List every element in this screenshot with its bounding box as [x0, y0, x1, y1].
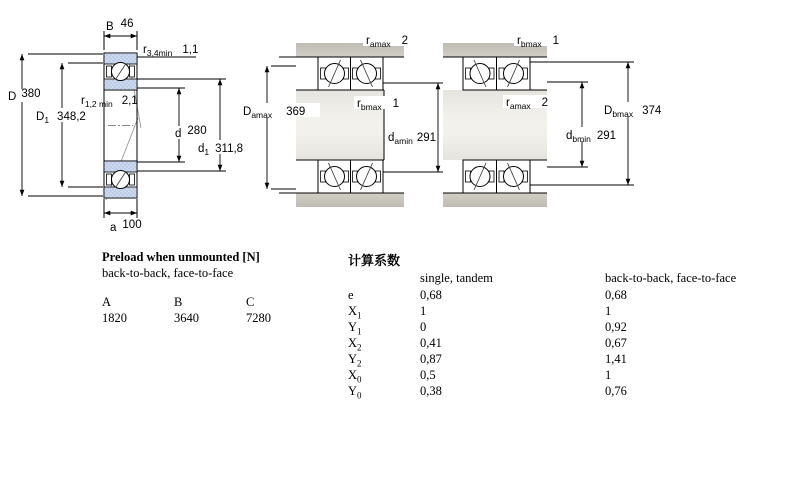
- dimension-D: [5, 54, 103, 196]
- label-D: D 380: [8, 88, 41, 103]
- factor-value: 1,41: [605, 352, 627, 366]
- preload-col-a: A: [102, 295, 112, 309]
- factor-value: 0,68: [420, 288, 442, 302]
- label-ramax-mid: $r_{amax}$ 2: [366, 35, 409, 49]
- back-to-back-arrangement-diagram: [240, 33, 444, 207]
- factor-label: $Y_0$: [348, 384, 362, 401]
- label-d1: $d_1$ 311,8: [198, 143, 244, 157]
- factor-value: 0,92: [605, 320, 627, 334]
- factors-label-column: [348, 287, 362, 399]
- label-dbmin: $d_{bmin}$ 291: [566, 130, 617, 144]
- factors-single-tandem-column: [420, 287, 442, 399]
- label-a: a 100: [110, 219, 142, 234]
- preload-col-c: C: [246, 295, 255, 309]
- label-ramax-right: $r_{amax}$ 2: [506, 97, 549, 111]
- bearing-section-bottom: [104, 161, 137, 198]
- factor-value: 1: [420, 304, 427, 318]
- factor-value: 0,38: [420, 384, 442, 398]
- dimension-B: [104, 18, 137, 50]
- single-bearing-cross-section-diagram: [5, 18, 244, 234]
- factor-value: 1: [605, 304, 612, 318]
- label-D1: $D_1$ 348,2: [36, 111, 86, 125]
- factors-col2-header: back-to-back, face-to-face: [605, 271, 737, 285]
- factor-value: 1: [605, 368, 612, 382]
- label-rbmax-right: $r_{bmax}$ 1: [517, 35, 560, 49]
- label-damin: $d_{amin}$ 291: [388, 132, 437, 146]
- factor-value: 0,5: [420, 368, 436, 382]
- factor-value: 0: [420, 320, 427, 334]
- factor-value: 0,76: [605, 384, 627, 398]
- factor-value: 0,68: [605, 288, 627, 302]
- dimension-a: [104, 199, 142, 234]
- factor-label: $Y_1$: [348, 320, 362, 337]
- face-to-face-arrangement-diagram: [443, 33, 671, 207]
- factor-value: 0,41: [420, 336, 442, 350]
- preload-header-row: [102, 295, 318, 310]
- preload-subtitle: back-to-back, face-to-face: [102, 266, 234, 280]
- preload-title: Preload when unmounted [N]: [102, 250, 260, 264]
- factor-label: $X_2$: [348, 336, 362, 353]
- dimension-dbmin: [547, 82, 617, 167]
- factor-label: $X_1$: [348, 304, 362, 321]
- factor-label: $Y_2$: [348, 352, 362, 369]
- factor-value: 0,67: [605, 336, 627, 350]
- label-Damax: $D_{amax}$ 369: [243, 106, 306, 120]
- preload-value-a: 1820: [102, 311, 127, 325]
- label-B: B 46: [106, 18, 134, 33]
- dimension-D1: [33, 63, 103, 187]
- factor-label: $X_0$: [348, 368, 362, 385]
- preload-col-b: B: [174, 295, 183, 309]
- label-r34min: $r_{3,4min}$ 1,1: [143, 44, 199, 58]
- label-d: d 280: [175, 125, 207, 140]
- preload-value-b: 3640: [174, 311, 199, 325]
- label-Dbmax: $D_{bmax}$ 374: [604, 105, 662, 119]
- label-rbmax-mid: $r_{bmax}$ 1: [357, 98, 400, 112]
- factor-label: e: [348, 288, 354, 302]
- factor-value: 0,87: [420, 352, 442, 366]
- factors-back-to-back-column: [605, 287, 627, 399]
- factors-col1-header: single, tandem: [420, 271, 493, 285]
- bearing-diagrams: [0, 0, 800, 248]
- bearing-section-top: [104, 53, 137, 90]
- label-r12min: $r_{1,2 min}$ 2,1: [81, 95, 138, 109]
- preload-value-row: [102, 311, 318, 326]
- factors-title: 计算系数: [348, 253, 401, 268]
- preload-value-c: 7280: [246, 311, 271, 325]
